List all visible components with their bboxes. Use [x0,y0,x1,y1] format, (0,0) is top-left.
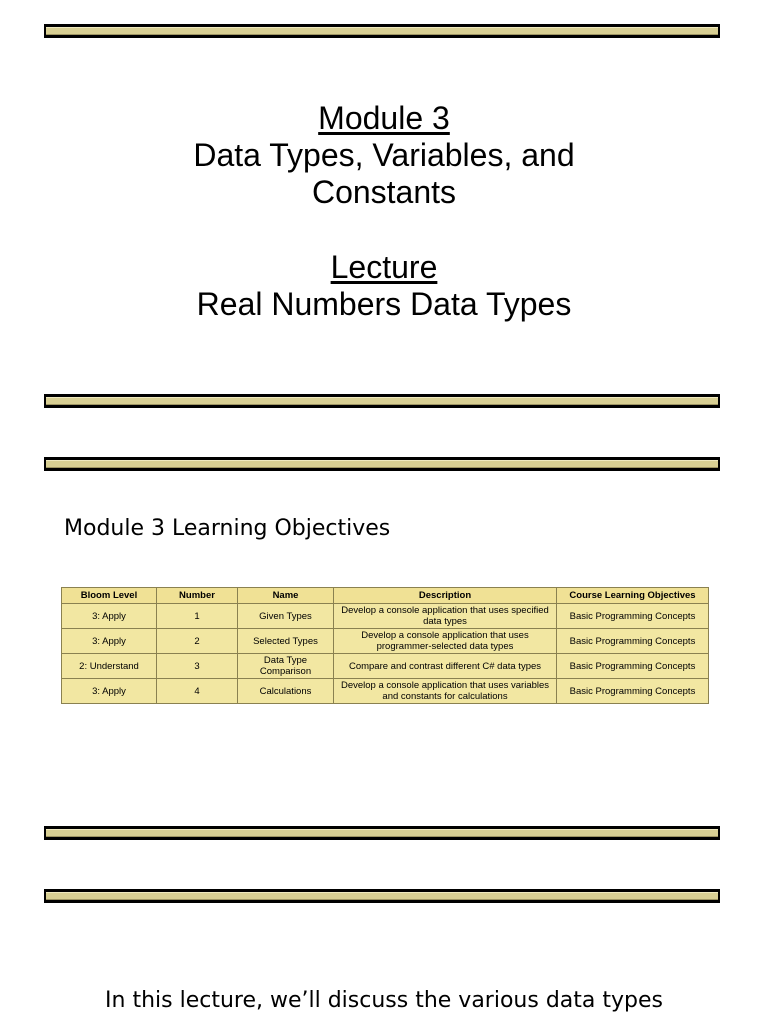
cell-course-objective: Basic Programming Concepts [557,654,709,679]
lecture-subtitle: Real Numbers Data Types [196,286,572,322]
table-header-row [62,588,709,604]
cell-bloom-level: 3: Apply [62,604,157,629]
title-slide-text [0,100,768,323]
slide-divider-top [44,24,720,38]
title-line-2: Constants [311,174,457,210]
table-row [62,679,709,704]
table-row [62,604,709,629]
cell-number: 1 [157,604,238,629]
cell-description: Develop a console application that uses specified data types [334,604,557,629]
header-course-objectives: Course Learning Objectives [557,588,709,604]
slide-divider-bottom-2 [44,826,720,840]
header-name: Name [238,588,334,604]
cell-description: Develop a console application that uses variables and constants for calculations [334,679,557,704]
table-row [62,654,709,679]
cell-bloom-level: 2: Understand [62,654,157,679]
slide-divider-top-3 [44,889,720,903]
cell-name: Given Types [238,604,334,629]
cell-description: Compare and contrast different C# data types [334,654,557,679]
objectives-heading: Module 3 Learning Objectives [64,516,391,541]
module-label: Module 3 [318,100,450,136]
cell-course-objective: Basic Programming Concepts [557,629,709,654]
header-bloom-level: Bloom Level [62,588,157,604]
header-number: Number [157,588,238,604]
lecture-intro-text: In this lecture, we’ll discuss the various data types [105,988,663,1013]
cell-course-objective: Basic Programming Concepts [557,679,709,704]
title-line-1: Data Types, Variables, and [193,137,575,173]
slide-divider-top-2 [44,457,720,471]
cell-number: 4 [157,679,238,704]
slide-divider-bottom-1 [44,394,720,408]
header-description: Description [334,588,557,604]
cell-name: Calculations [238,679,334,704]
cell-number: 2 [157,629,238,654]
cell-bloom-level: 3: Apply [62,629,157,654]
cell-name: Data Type Comparison [238,654,334,679]
lecture-label: Lecture [330,249,438,285]
objectives-table [61,587,709,704]
cell-name: Selected Types [238,629,334,654]
cell-description: Develop a console application that uses programmer-selected data types [334,629,557,654]
cell-course-objective: Basic Programming Concepts [557,604,709,629]
cell-number: 3 [157,654,238,679]
table-row [62,629,709,654]
cell-bloom-level: 3: Apply [62,679,157,704]
